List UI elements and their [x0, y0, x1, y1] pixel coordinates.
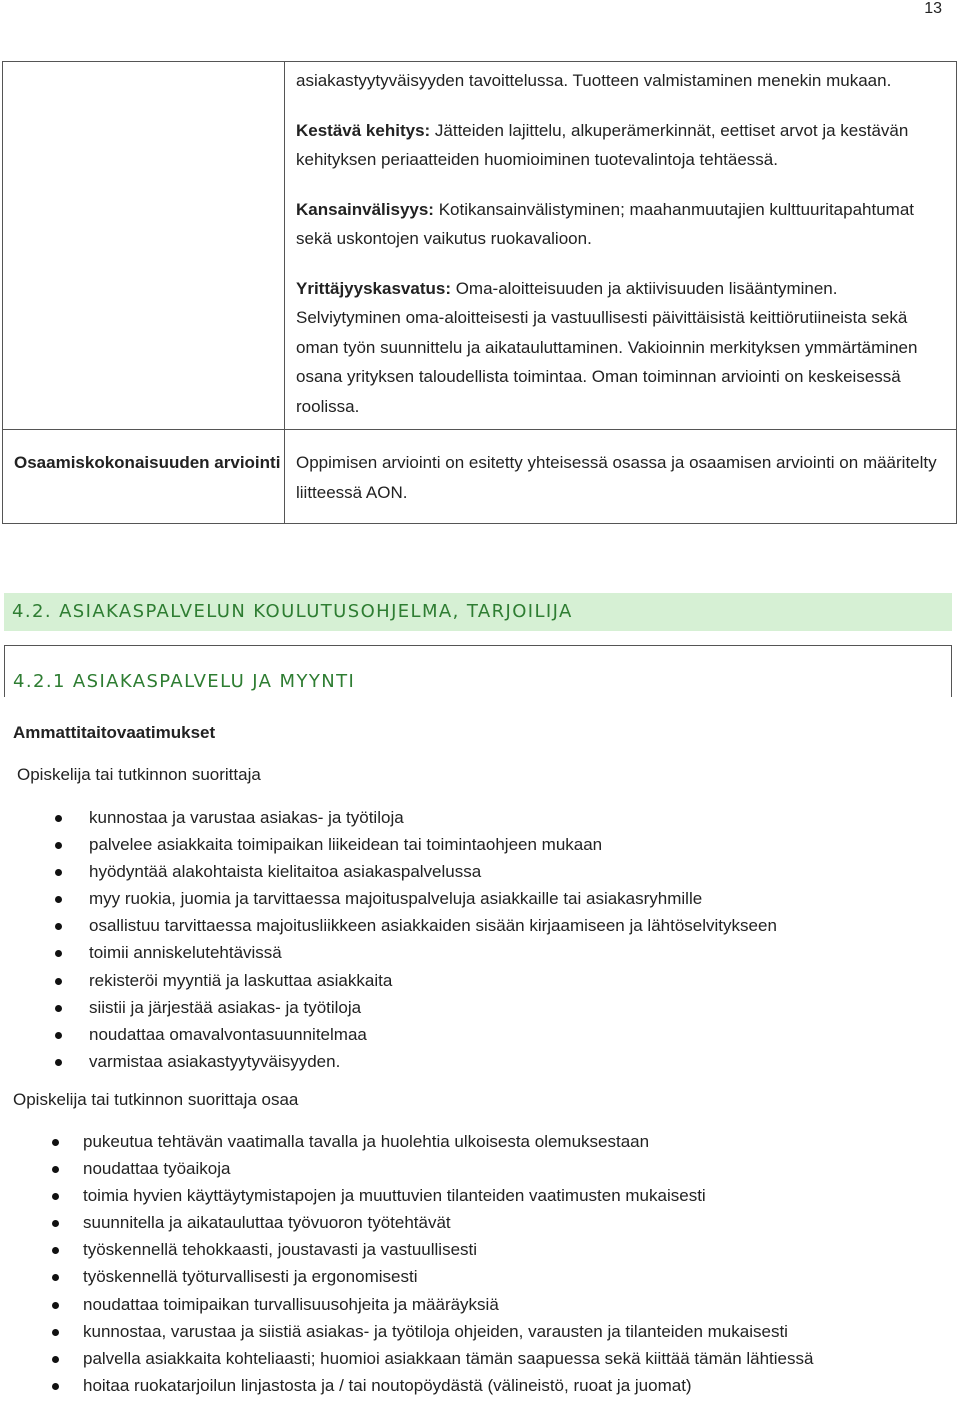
bullet-icon — [55, 1005, 62, 1012]
list-item-text: palvella asiakkaita kohteliaasti; huomioi asiakkaan tämän saapuessa sekä kiittää tämän lähtiessä — [83, 1348, 814, 1368]
list-item — [83, 1236, 813, 1263]
paragraph-customer-satisfaction: asiakastyytyväisyyden tavoittelussa. Tuotteen valmistaminen menekin mukaan. — [296, 71, 892, 90]
list-item-text: hyödyntää alakohtaista kielitaitoa asiakaspalvelussa — [89, 862, 482, 882]
bullet-icon — [52, 1329, 59, 1336]
table-row — [3, 430, 957, 524]
list-item-text: hoitaa ruokatarjoilun linjastosta ja / tai noutopöydästä (välineistö, ruoat ja juomat) — [83, 1375, 692, 1395]
bullet-icon — [55, 842, 62, 849]
list-item — [89, 1021, 777, 1048]
bullet-icon — [52, 1274, 59, 1281]
list-item — [89, 967, 777, 994]
list-item-text: työskennellä tehokkaasti, joustavasti ja vastuullisesti — [83, 1240, 478, 1260]
list-item-text: suunnitella ja aikatauluttaa työvuoron työtehtävät — [83, 1213, 451, 1233]
list-item — [83, 1372, 813, 1399]
sustainability-text: Jätteiden lajittelu, alkuperämerkinnät, eettiset arvot ja kestävän kehityksen periaatteiden huomioiminen tuotevalintoja tehtäessä. — [296, 120, 909, 169]
list-item-text: kunnostaa ja varustaa asiakas- ja työtiloja — [89, 808, 404, 827]
bullet-icon — [55, 1032, 62, 1039]
list-item-text: noudattaa omavalvontasuunnitelmaa — [89, 1024, 367, 1044]
list-item-text: osallistuu tarvittaessa majoitusliikkeen asiakkaiden sisään kirjaamiseen ja lähtöselvitykseen — [89, 916, 777, 936]
list-item — [89, 939, 777, 966]
bullet-icon — [52, 1166, 59, 1173]
bullet-icon — [52, 1247, 59, 1254]
bullet-icon — [55, 1059, 62, 1066]
list-item — [83, 1209, 813, 1236]
bullet-icon — [55, 896, 62, 903]
list-item-text: palvelee asiakkaita toimipaikan liikeidean tai toimintaohjeen mukaan — [89, 835, 603, 855]
entrepreneurship-text: Oma-aloitteisuuden ja aktiivisuuden lisääntyminen. Selviytyminen oma-aloitteisesti ja vastuullisesti päivittäisistä keittiörutiineista sekä oman työn suunnittelu ja aikatauluttaminen. Vakioinnin merkityksen ymmärtäminen osana yrityksen taloudellista toimintaa. Oman toiminnan arviointi on keskeisessä roolissa. — [296, 278, 918, 416]
list-item-text: toimii anniskelutehtävissä — [89, 943, 282, 963]
bullet-icon — [52, 1302, 59, 1309]
list-item — [89, 831, 777, 858]
paragraph-internationality — [296, 195, 946, 254]
table-row — [3, 62, 957, 430]
sustainability-label: Kestävä kehitys: — [296, 120, 431, 140]
requirements-title: Ammattitaitovaatimukset — [13, 723, 216, 742]
list-item — [83, 1263, 813, 1290]
theme-content-cell — [285, 62, 957, 430]
assessment-label: Osaamiskokonaisuuden arviointi — [14, 453, 281, 472]
list-item-text: työskennellä työturvallisesti ja ergonomisesti — [83, 1267, 418, 1287]
list-item-text: varmistaa asiakastyytyväisyyden. — [89, 1051, 341, 1071]
assessment-text: Oppimisen arviointi on esitetty yhteisessä osassa ja osaamisen arviointi on määritelty liitteessä AON. — [296, 453, 937, 502]
bullet-icon — [52, 1383, 59, 1390]
list-item-text: pukeutua tehtävän vaatimalla tavalla ja huolehtia ulkoisesta olemuksestaan — [83, 1132, 650, 1151]
internationality-label: Kansainvälisyys: — [296, 199, 434, 219]
bullet-icon — [52, 1193, 59, 1200]
list-item — [89, 858, 777, 885]
list-item — [83, 1155, 813, 1182]
list-item-text: toimia hyvien käyttäytymistapojen ja muuttuvien tilanteiden vaatimusten mukaisesti — [83, 1186, 706, 1206]
assessment-text-cell — [285, 430, 957, 524]
list-item-text: noudattaa työaikoja — [83, 1159, 231, 1179]
bullet-icon — [55, 923, 62, 930]
skills-list — [89, 804, 777, 1075]
list-item — [83, 1345, 813, 1372]
subsection-heading: 4.2.1 ASIAKASPALVELU JA MYYNTI — [4, 645, 952, 697]
list-item-text: siistii ja järjestää asiakas- ja työtiloja — [89, 997, 362, 1017]
list-item — [83, 1182, 813, 1209]
list2-intro: Opiskelija tai tutkinnon suorittaja osaa — [13, 1090, 299, 1109]
bullet-icon — [55, 950, 62, 957]
bullet-icon — [52, 1139, 59, 1146]
bullet-icon — [55, 869, 62, 876]
list-item — [83, 1318, 813, 1345]
internationality-text: Kotikansainvälistyminen; maahanmuutajien kulttuuritapahtumat sekä uskontojen vaikutus ruokavalioon. — [296, 199, 915, 248]
list-item — [83, 1128, 813, 1155]
bullet-icon — [52, 1220, 59, 1227]
curriculum-table — [2, 61, 957, 524]
assessment-label-cell — [3, 430, 285, 524]
section-heading: 4.2. ASIAKASPALVELUN KOULUTUSOHJELMA, TARJOILIJA — [4, 593, 952, 631]
list-item — [83, 1291, 813, 1318]
entrepreneurship-label: Yrittäjyyskasvatus: — [296, 278, 451, 298]
list-item-text: kunnostaa, varustaa ja siistiä asiakas- ja työtiloja ohjeiden, varausten ja tilanteiden mukaisesti — [83, 1321, 788, 1341]
page-number: 13 — [924, 0, 942, 17]
competence-list — [83, 1128, 813, 1399]
bullet-icon — [55, 978, 62, 985]
list-item-text: rekisteröi myyntiä ja laskuttaa asiakkaita — [89, 970, 393, 990]
list-item — [89, 1048, 777, 1075]
list-item-text: myy ruokia, juomia ja tarvittaessa majoituspalveluja asiakkaille tai asiakasryhmille — [89, 889, 703, 909]
paragraph-sustainability — [296, 116, 946, 175]
bullet-icon — [52, 1356, 59, 1363]
list-item — [89, 885, 777, 912]
list-item — [89, 804, 777, 831]
empty-label-cell — [3, 62, 285, 430]
list1-intro: Opiskelija tai tutkinnon suorittaja — [17, 765, 261, 784]
list-item — [89, 994, 777, 1021]
list-item — [89, 912, 777, 939]
bullet-icon — [55, 815, 62, 822]
list-item-text: noudattaa toimipaikan turvallisuusohjeita ja määräyksiä — [83, 1294, 499, 1314]
paragraph-entrepreneurship — [296, 274, 946, 422]
